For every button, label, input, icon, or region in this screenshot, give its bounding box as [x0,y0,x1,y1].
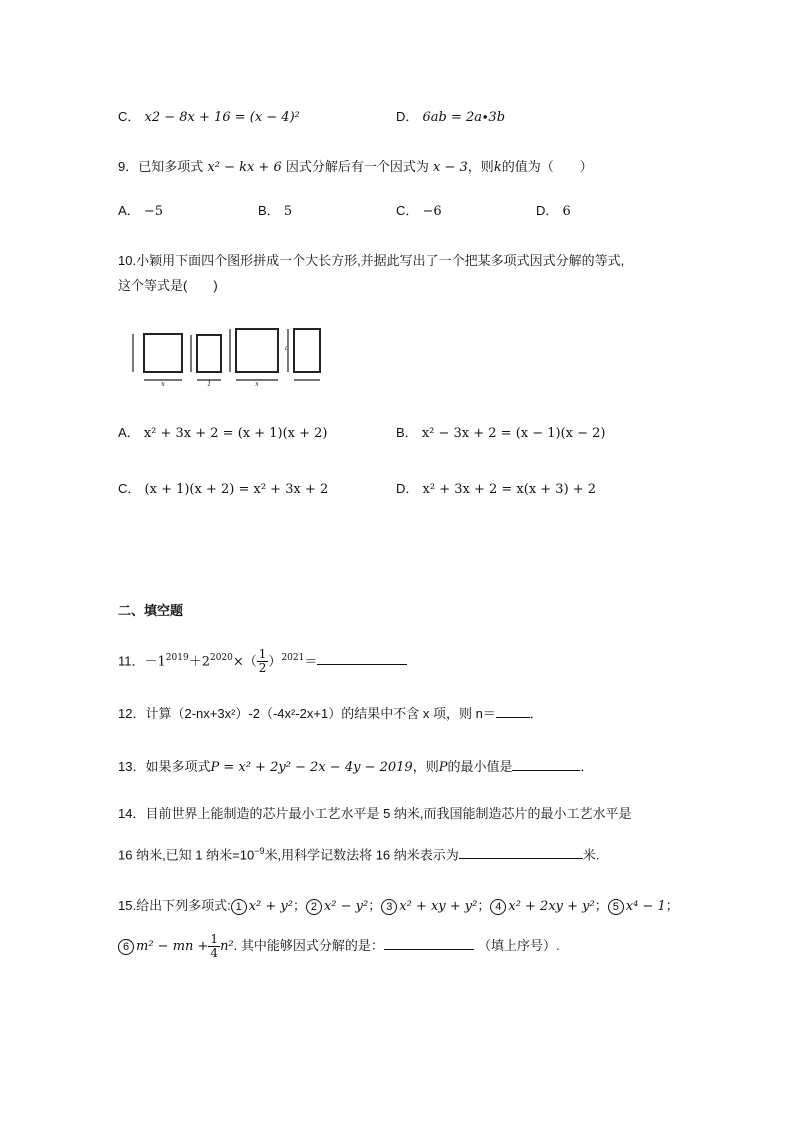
q9-option-c: C． −6 [396,203,442,219]
q9-polynomial: x² − kx + 6 [207,160,282,175]
q10-figure-label-3: x [255,380,259,388]
q11-fraction: $\frac{1}{2}$ [258,647,267,676]
q10-option-b: B． x² − 3x + 2 = (x − 1)(x − 2) [396,425,606,441]
q15-mark-3: 3 [381,899,397,915]
q9-option-d: D． 6 [536,203,571,219]
q11-answer-blank[interactable] [317,650,407,665]
q8-option-d-expr: 6ab = 2a∙3b [422,110,506,125]
q13-answer-blank[interactable] [512,756,580,771]
q10-stem-line2: 这个等式是( ) [118,278,218,293]
section-heading-fill-in: 二、填空题 [118,603,184,618]
q10-stem-line1: 10.小颖用下面四个图形拼成一个大长方形,并据此写出了一个把某多项式因式分解的等式, [118,253,625,268]
q9-option-b: B． 5 [258,203,293,219]
q8-option-d: D． 6ab = 2a∙3b [396,109,506,125]
q13-polynomial: P = x² + 2y² − 2x − 4y − 2019 [210,760,413,775]
q15-mark-4: 4 [490,899,506,915]
q13-stem: 13．如果多项式P = x² + 2y² − 2x − 4y − 2019，则P的最小值是 ． [118,756,593,777]
q10-figure-label-2: 1 [207,380,212,388]
q12-stem: 12．计算（2-nx+3x²）-2（-4x²-2x+1）的结果中不含 x 项，则 n＝ ． [118,703,543,723]
q12-answer-blank[interactable] [496,703,530,718]
q15-mark-6: 6 [118,939,134,955]
q15-fraction: $\frac{1}{4}$ [210,932,219,960]
q9-option-a: A． −5 [118,203,163,219]
q15-answer-blank[interactable] [384,935,474,950]
q14-answer-blank[interactable] [459,844,583,859]
q10-figure-label-4: a [285,344,290,352]
q15-mark-2: 2 [306,899,322,915]
q10-figure-label-1: x [161,380,165,388]
q10-option-a: A． x² + 3x + 2 = (x + 1)(x + 2) [118,425,328,441]
q9-factor: x − 3 [433,160,468,175]
q14-stem-line2: 16 纳米,已知 1 纳米$=10^{-9}$米,用科学记数法将 16 纳米表示为 米. [118,846,600,863]
q15-mark-1: 1 [231,899,247,915]
q14-stem-line1: 14．目前世界上能制造的芯片最小工艺水平是 5 纳米,而我国能制造芯片的最小工艺水平是 [118,806,632,821]
q10-option-c: C． (x + 1)(x + 2) = x² + 3x + 2 [118,481,329,497]
q10-option-d: D． x² + 3x + 2 = x(x + 3) + 2 [396,481,597,497]
q15-stem-line2: 6 m² − mn + $\frac{1}{4}$ n². 其中能够因式分解的是： （填上序号）. [118,928,560,964]
q8-option-c-expr: x2 − 8x + 16 = (x − 4)² [144,110,300,125]
q8-option-c: C． x2 − 8x + 16 = (x − 4)² [118,109,300,125]
q11-stem: 11．$-1^{2019}+2^{2020}\times$（ $\frac{1}{2}$ ）$^{2021}$＝ [118,641,407,675]
q15-stem-line1: 15.给出下列多项式: 1 x² + y²； 2 x² − y²； 3 x² + xy + y²； 4 x² + 2xy + y²； 5 x⁴ − 1； [118,898,679,914]
q9-stem: 9．已知多项式 x² − kx + 6 因式分解后有一个因式为 x − 3，则k的值为（ ） [118,159,593,175]
q10-figure [126,326,330,390]
q15-mark-5: 5 [608,899,624,915]
